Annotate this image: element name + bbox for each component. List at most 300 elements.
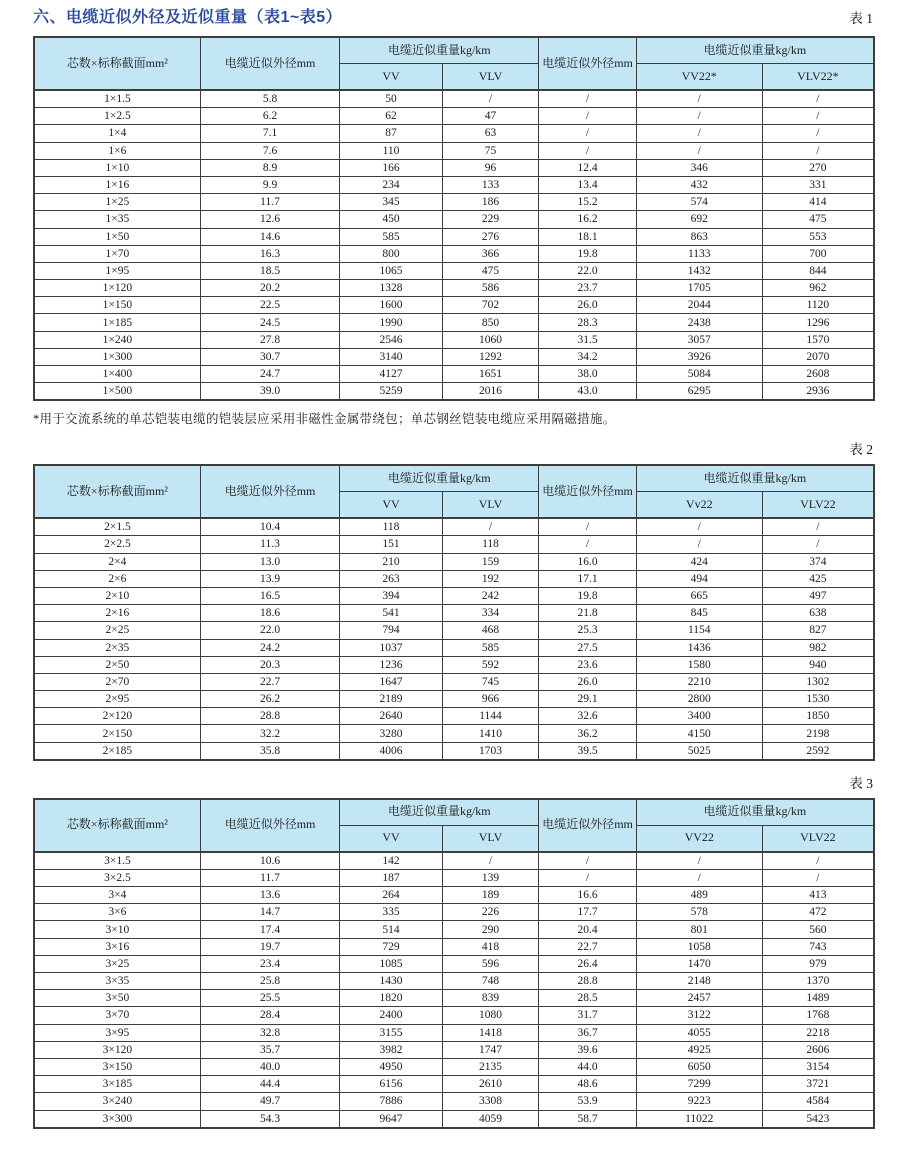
table-cell: 3140 [340,348,442,365]
table-cell: 38.0 [539,366,636,383]
table-row [34,955,874,972]
table-row [34,383,874,401]
table-cell: 3280 [340,725,442,742]
table-cell: 596 [442,955,539,972]
table-cell: 9647 [340,1110,442,1128]
table-cell: 13.9 [200,570,339,587]
table-cell: 48.6 [539,1076,636,1093]
table-cell: 585 [442,639,539,656]
table-cell: 2606 [762,1041,874,1058]
table-cell: 1×35 [34,211,200,228]
table-cell: 1410 [442,725,539,742]
table-cell: 2400 [340,1007,442,1024]
table-cell: 1×240 [34,331,200,348]
table-cell: 189 [442,887,539,904]
table-row [34,366,874,383]
table1-footnote: *用于交流系统的单芯铠装电缆的铠装层应采用非磁性金属带绕包；单芯钢丝铠装电缆应采用隔磁措施。 [33,412,616,427]
table-cell: 1747 [442,1041,539,1058]
table-cell: 26.4 [539,955,636,972]
table-cell: 1058 [636,938,762,955]
table-cell: 3400 [636,708,762,725]
table-cell: 638 [762,605,874,622]
table-cell: 1×6 [34,142,200,159]
table-cell: 276 [442,228,539,245]
table-cell: / [762,142,874,159]
table-cell: 2×2.5 [34,536,200,553]
table-cell: 34.2 [539,348,636,365]
table-cell: / [762,518,874,536]
col-spec-header: 芯数×标称截面mm² [34,465,200,518]
table-row [34,1007,874,1024]
table-cell: 1×1.5 [34,90,200,108]
table-cell: 27.8 [200,331,339,348]
table-cell: 36.7 [539,1024,636,1041]
table-cell: 1436 [636,639,762,656]
table-cell: 3×4 [34,887,200,904]
table-cell: 87 [340,125,442,142]
table-row [34,1076,874,1093]
table-cell: 31.7 [539,1007,636,1024]
table-cell: 1580 [636,656,762,673]
table-cell: 3×6 [34,904,200,921]
table-row [34,742,874,760]
table-cell: 192 [442,570,539,587]
table-cell: 39.6 [539,1041,636,1058]
table-cell: 489 [636,887,762,904]
table-cell: 3×95 [34,1024,200,1041]
table-cell: 28.8 [539,973,636,990]
table-cell: 2×4 [34,553,200,570]
table-row [34,852,874,870]
table-cell: 8.9 [200,159,339,176]
table-cell: 22.7 [200,673,339,690]
table-cell: 19.7 [200,938,339,955]
table-cell: 3×120 [34,1041,200,1058]
table-cell: 19.8 [539,587,636,604]
table-cell: 1144 [442,708,539,725]
table-cell: 2148 [636,973,762,990]
table-cell: 1430 [340,973,442,990]
table-cell: 424 [636,553,762,570]
table-cell: 22.0 [200,622,339,639]
table-cell: 1530 [762,691,874,708]
table-cell: 1×185 [34,314,200,331]
table-cell: 3154 [762,1058,874,1075]
table-cell: 5423 [762,1110,874,1128]
table-cell: 24.2 [200,639,339,656]
table-row [34,605,874,622]
table-cell: 962 [762,280,874,297]
table-cell: 263 [340,570,442,587]
table-cell: 44.4 [200,1076,339,1093]
col-od1-header: 电缆近似外径mm [200,465,339,518]
table-cell: 32.8 [200,1024,339,1041]
table3-label: 表 3 [849,775,873,791]
table-cell: 110 [340,142,442,159]
table-cell: 210 [340,553,442,570]
table-cell: 22.5 [200,297,339,314]
table1-header [34,37,874,90]
table-cell: 270 [762,159,874,176]
table-row [34,570,874,587]
table-cell: 3×1.5 [34,852,200,870]
table-cell: 1037 [340,639,442,656]
table-cell: 5.8 [200,90,339,108]
table-cell: 23.4 [200,955,339,972]
table-cell: 39.5 [539,742,636,760]
table-cell: 30.7 [200,348,339,365]
table-row [34,348,874,365]
table2-header [34,465,874,518]
table-cell: 800 [340,245,442,262]
table-cell: 748 [442,973,539,990]
table-cell: 20.3 [200,656,339,673]
table-cell: 2546 [340,331,442,348]
table-cell: / [539,125,636,142]
table-cell: 2438 [636,314,762,331]
col-weight1-header: 电缆近似重量kg/km [340,465,539,492]
table-cell: 2044 [636,297,762,314]
table-cell: 22.0 [539,262,636,279]
table-cell: 186 [442,194,539,211]
col-vlv-header: VLV [442,492,539,519]
table-cell: / [539,852,636,870]
table-row [34,973,874,990]
col-vlv-header: VLV [442,825,539,852]
table2-body [34,518,874,760]
table-cell: 35.7 [200,1041,339,1058]
table-cell: 1133 [636,245,762,262]
col-spec-header: 芯数×标称截面mm² [34,37,200,90]
table-cell: 1370 [762,973,874,990]
table-cell: 1236 [340,656,442,673]
table-cell: 11022 [636,1110,762,1128]
table-cell: 75 [442,142,539,159]
table-cell: 18.6 [200,605,339,622]
table-cell: 12.4 [539,159,636,176]
table-cell: 16.2 [539,211,636,228]
page-title: 六、电缆近似外径及近似重量（表1~表5） [33,9,343,26]
table-cell: / [636,536,762,553]
table-row [34,125,874,142]
table-cell: 133 [442,176,539,193]
table-cell: 3982 [340,1041,442,1058]
col-weight2-header: 电缆近似重量kg/km [636,465,874,492]
table-cell: 16.0 [539,553,636,570]
table-cell: 1×400 [34,366,200,383]
table-cell: / [539,869,636,886]
table-cell: 22.7 [539,938,636,955]
table-cell: 475 [762,211,874,228]
table-row [34,691,874,708]
table-cell: 2135 [442,1058,539,1075]
table-cell: 17.1 [539,570,636,587]
table-cell: 43.0 [539,383,636,401]
table-cell: 1120 [762,297,874,314]
table-row [34,921,874,938]
col-vv22-header: VV22 [636,825,762,852]
table-cell: 4150 [636,725,762,742]
table-cell: 845 [636,605,762,622]
table-cell: 26.0 [539,297,636,314]
table-cell: 26.0 [539,673,636,690]
table-cell: 1418 [442,1024,539,1041]
table-cell: 27.5 [539,639,636,656]
table-cell: 472 [762,904,874,921]
table-cell: 586 [442,280,539,297]
table-row [34,176,874,193]
table-cell: 25.5 [200,990,339,1007]
table-row [34,938,874,955]
table-cell: 1×70 [34,245,200,262]
table-cell: / [762,852,874,870]
table-cell: 5259 [340,383,442,401]
table-cell: 2640 [340,708,442,725]
table-row [34,108,874,125]
table-cell: 166 [340,159,442,176]
table-cell: 20.4 [539,921,636,938]
table-cell: 4950 [340,1058,442,1075]
table-cell: 3926 [636,348,762,365]
table-row [34,314,874,331]
table-cell: 54.3 [200,1110,339,1128]
table-cell: 3×300 [34,1110,200,1128]
table-cell: 6.2 [200,108,339,125]
table3-body [34,852,874,1128]
col-weight2-header: 电缆近似重量kg/km [636,799,874,826]
table-cell: 1990 [340,314,442,331]
table-cell: 17.7 [539,904,636,921]
table-cell: 940 [762,656,874,673]
table-cell: 1154 [636,622,762,639]
table-cell: 574 [636,194,762,211]
table-cell: 24.5 [200,314,339,331]
table-cell: 23.7 [539,280,636,297]
table-cell: 26.2 [200,691,339,708]
table-cell: 7.6 [200,142,339,159]
table-cell: 966 [442,691,539,708]
table-cell: 1×300 [34,348,200,365]
table-cell: 2×1.5 [34,518,200,536]
table-cell: 2×120 [34,708,200,725]
table-row [34,639,874,656]
table-cell: 692 [636,211,762,228]
table-cell: 4006 [340,742,442,760]
table-cell: 425 [762,570,874,587]
table-cell: 4127 [340,366,442,383]
table-cell: 15.2 [539,194,636,211]
table-cell: 1060 [442,331,539,348]
table-cell: 541 [340,605,442,622]
table-cell: 25.3 [539,622,636,639]
table2-label: 表 2 [849,442,873,458]
table-cell: 2×35 [34,639,200,656]
table-cell: 475 [442,262,539,279]
table-cell: 229 [442,211,539,228]
table-cell: / [762,536,874,553]
table-cell: 16.3 [200,245,339,262]
table-cell: / [539,90,636,108]
table-cell: 159 [442,553,539,570]
table-cell: 2800 [636,691,762,708]
table-cell: 63 [442,125,539,142]
table-cell: 1×25 [34,194,200,211]
table-cell: 11.3 [200,536,339,553]
table-cell: 2457 [636,990,762,1007]
table-cell: 11.7 [200,869,339,886]
col-weight2-header: 电缆近似重量kg/km [636,37,874,64]
table-cell: 2198 [762,725,874,742]
table-row [34,262,874,279]
table-cell: 3308 [442,1093,539,1110]
table-row [34,673,874,690]
table-cell: 28.3 [539,314,636,331]
table-cell: / [762,869,874,886]
table-cell: 334 [442,605,539,622]
table-cell: 366 [442,245,539,262]
table-cell: 1×2.5 [34,108,200,125]
table-cell: 19.8 [539,245,636,262]
table-cell: 418 [442,938,539,955]
table-cell: 3×185 [34,1076,200,1093]
table-cell: 4584 [762,1093,874,1110]
table-cell: / [636,108,762,125]
table-cell: / [636,125,762,142]
table-row [34,536,874,553]
table1-label: 表 1 [849,11,873,27]
table-cell: 2610 [442,1076,539,1093]
table-cell: 11.7 [200,194,339,211]
table-cell: 2×16 [34,605,200,622]
cable-table-1 [33,36,875,401]
col-vv-header: VV [340,492,442,519]
table-cell: 1×10 [34,159,200,176]
table-cell: 62 [340,108,442,125]
table-cell: 1489 [762,990,874,1007]
table-row [34,245,874,262]
table-row [34,1041,874,1058]
table-cell: 2×10 [34,587,200,604]
table-cell: 151 [340,536,442,553]
table3-header [34,799,874,852]
cable-table-2 [33,464,875,761]
table-cell: 13.6 [200,887,339,904]
table-cell: / [636,142,762,159]
table-cell: 242 [442,587,539,604]
table-cell: 290 [442,921,539,938]
table-cell: 4925 [636,1041,762,1058]
table-cell: 13.4 [539,176,636,193]
table-cell: 345 [340,194,442,211]
table-cell: 2210 [636,673,762,690]
col-od2-header: 电缆近似外径mm [539,799,636,852]
table-cell: 1328 [340,280,442,297]
table-cell: 1×500 [34,383,200,401]
table-cell: / [539,142,636,159]
table-cell: / [762,90,874,108]
table-row [34,90,874,108]
table-cell: 2×6 [34,570,200,587]
table-cell: 494 [636,570,762,587]
table-cell: 7299 [636,1076,762,1093]
table-cell: 1570 [762,331,874,348]
table-row [34,280,874,297]
table-cell: 979 [762,955,874,972]
table-cell: 2070 [762,348,874,365]
table-row [34,1110,874,1128]
table-cell: 665 [636,587,762,604]
table-cell: 2592 [762,742,874,760]
table-cell: 1×150 [34,297,200,314]
table-row [34,708,874,725]
table-cell: 374 [762,553,874,570]
table-cell: 3×10 [34,921,200,938]
table-cell: 1647 [340,673,442,690]
table-cell: 9.9 [200,176,339,193]
table-cell: 28.8 [200,708,339,725]
table-cell: / [442,90,539,108]
table-cell: 3×150 [34,1058,200,1075]
col-vlv22-header: VLV22* [762,64,874,91]
table-row [34,656,874,673]
table-cell: 139 [442,869,539,886]
cable-table-3 [33,798,875,1129]
col-vv-header: VV [340,825,442,852]
table-cell: / [636,518,762,536]
table-cell: 4055 [636,1024,762,1041]
table-cell: 2218 [762,1024,874,1041]
table-cell: 702 [442,297,539,314]
col-vv22-header: Vv22 [636,492,762,519]
table-cell: / [762,108,874,125]
table-cell: 6295 [636,383,762,401]
table-cell: 17.4 [200,921,339,938]
table-cell: 35.8 [200,742,339,760]
table-cell: 1085 [340,955,442,972]
table-row [34,725,874,742]
table-cell: 1820 [340,990,442,1007]
table-cell: 29.1 [539,691,636,708]
table-cell: 450 [340,211,442,228]
table-cell: 3721 [762,1076,874,1093]
table-cell: 592 [442,656,539,673]
table-cell: 13.0 [200,553,339,570]
table-cell: 5025 [636,742,762,760]
table-cell: 335 [340,904,442,921]
table-cell: 18.5 [200,262,339,279]
col-od1-header: 电缆近似外径mm [200,799,339,852]
table-cell: 49.7 [200,1093,339,1110]
table-cell: 432 [636,176,762,193]
table-cell: 1432 [636,262,762,279]
table-row [34,553,874,570]
table-cell: 14.7 [200,904,339,921]
table-cell: 4059 [442,1110,539,1128]
table-row [34,887,874,904]
table-cell: 3×70 [34,1007,200,1024]
table-row [34,518,874,536]
table-cell: 1×120 [34,280,200,297]
table-cell: / [539,536,636,553]
table-cell: 1302 [762,673,874,690]
col-vlv-header: VLV [442,64,539,91]
table-cell: 827 [762,622,874,639]
table-cell: 2×25 [34,622,200,639]
table-row [34,142,874,159]
table-cell: 2×185 [34,742,200,760]
table-cell: 6156 [340,1076,442,1093]
table-cell: 2×70 [34,673,200,690]
